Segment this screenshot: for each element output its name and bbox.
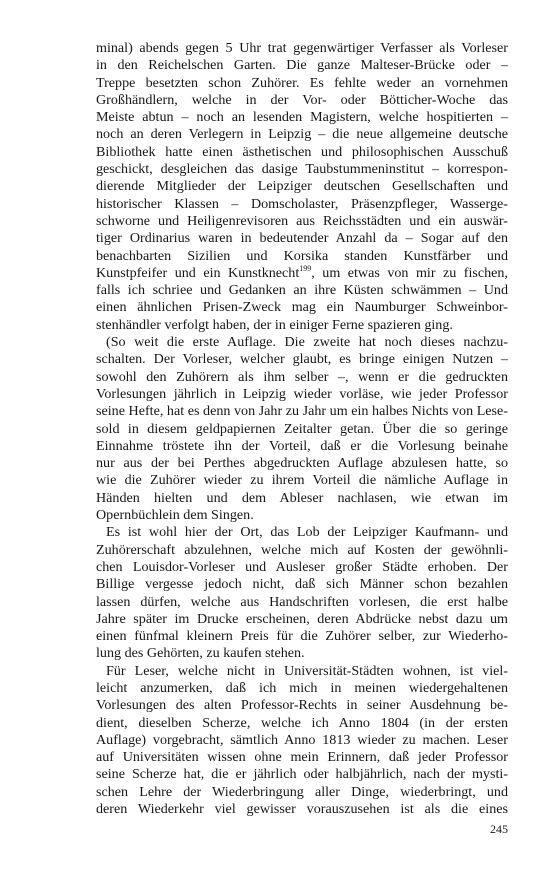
text-line: Jahre später im Drucke erscheinen, deren Abdrücke nebst dazu um bbox=[96, 610, 508, 627]
text-line: sold in diesem geldpapiernen Zeitalter getan. Über die so geringe bbox=[96, 420, 508, 437]
text-line: einen fünfmal kleinern Preis für die Zuhörer selber, zur Wiederho- bbox=[96, 628, 508, 645]
text-line: tiger Ordinarius waren in bedeutender Anzahl da – Sogar auf den bbox=[96, 230, 508, 247]
text-line: Auflage) vorgebracht, sämtlich Anno 1813 wieder zu machen. Leser bbox=[96, 731, 508, 748]
text-line: Zuhörerschaft abzulehnen, welche mich auf Kosten der gewöhnli- bbox=[96, 541, 508, 558]
paragraph-first-line: Es ist wohl hier der Ort, das Lob der Leipziger Kaufmann- und bbox=[106, 524, 508, 541]
text-line: chen Louisdor-Vorleser und Ausleser großer Städte erhoben. Der bbox=[96, 558, 508, 575]
text-line: historischer Klassen – Domscholaster, Präsenzpfleger, Wasserge- bbox=[96, 195, 508, 212]
text-line: in den Reichelschen Garten. Die ganze Malteser-Brücke oder – bbox=[96, 57, 508, 74]
text-line: stenhändler verfolgt haben, der in einiger Ferne spazieren ging. bbox=[96, 316, 453, 333]
text-line: Bibliothek hatte einen ästhetischen und philosophischen Ausschuß bbox=[96, 143, 508, 160]
text-line: wie die Zuhörer wieder zu ihrem Vorteil die nämliche Auflage in bbox=[96, 472, 508, 489]
text-line: Einnahme tröstete ihn der Vorteil, daß er die Vorlesung beinahe bbox=[96, 437, 508, 454]
text-line: seine Hefte, hat es denn von Jahr zu Jahr um ein halbes Nichts von Lese- bbox=[96, 403, 508, 420]
text-line: minal) abends gegen 5 Uhr trat gegenwärtiger Verfasser als Vorleser bbox=[96, 40, 508, 56]
text-segment: , um etwas von mir zu fischen, bbox=[311, 264, 508, 281]
text-line: lung des Gehörten, zu kaufen stehen. bbox=[96, 645, 305, 662]
paragraph-first-line: Für Leser, welche nicht in Universität-Städten wohnen, ist viel- bbox=[106, 662, 508, 679]
text-line: Vorlesungen jährlich in Leipzig wieder vorläse, wie jeder Professor bbox=[96, 385, 508, 402]
text-line: falls ich schriee und Gedanken an ihre Küsten schwämmen – Und bbox=[96, 282, 508, 299]
text-line: Vorlesungen des alten Professor-Rechts in seiner Ausdehnung be- bbox=[96, 697, 508, 714]
text-line: benachbarten Sizilien und Korsika standen Kunstfärber und bbox=[96, 247, 508, 264]
text-line: schen Lehre der Wiederbringung aller Dinge, wiederbringt, und bbox=[96, 783, 508, 800]
text-line: noch an deren Verlegern in Leipzig – die neue allgemeine deutsche bbox=[96, 126, 508, 143]
text-line: Billige vergesse jedoch nicht, daß sich Männer schon bezahlen bbox=[96, 576, 508, 593]
text-line: lassen dürfen, welche aus Handschriften vorlesen, die erst halbe bbox=[96, 593, 508, 610]
body-text bbox=[96, 40, 508, 818]
text-line: Großhändlern, welche in der Vor- oder Bötticher-Woche das bbox=[96, 91, 508, 108]
text-line: dierende Mitglieder der Leipziger deutschen Gesellschaften und bbox=[96, 178, 508, 195]
page-number: 245 bbox=[490, 822, 508, 836]
text-line: leicht anzumerken, daß ich mich in meinen wiedergehaltenen bbox=[96, 679, 508, 696]
text-segment: Kunstpfeifer und ein Kunstknecht bbox=[96, 264, 300, 281]
text-line: dient, dieselben Scherze, welche ich Anno 1804 (in der ersten bbox=[96, 714, 508, 731]
text-line bbox=[96, 265, 508, 282]
text-line: deren Wiederkehr viel gewisser vorauszusehen ist als die eines bbox=[96, 801, 508, 818]
text-line: auf Universitäten wissen ohne mein Erinnern, daß jeder Professor bbox=[96, 749, 508, 766]
text-line: Händen hielten und dem Ableser nachlasen, wie etwan im bbox=[96, 489, 508, 506]
paragraph-first-line: (So weit die erste Auflage. Die zweite hat noch dieses nachzu- bbox=[106, 334, 508, 351]
text-line: Opernbüchlein dem Singen. bbox=[96, 507, 254, 524]
text-line: nur aus der bei Perthes abgedruckten Auflage abzulesen hatte, so bbox=[96, 455, 508, 472]
text-line: schworne und Heiligenrevisoren aus Reichsstädten und ein auswär- bbox=[96, 212, 508, 229]
text-line: einen ähnlichen Prisen-Zweck mag ein Naumburger Schweinbor- bbox=[96, 299, 508, 316]
text-line: Treppe besetzten schon Zuhörer. Es fehlte weder an vornehmen bbox=[96, 74, 508, 91]
text-line: seine Scherze hat, die er jährlich oder halbjährlich, nach der mysti- bbox=[96, 766, 508, 783]
text-line: schalten. Der Vorleser, welcher glaubt, es bringe einigen Nutzen – bbox=[96, 351, 508, 368]
footnote-marker: 199 bbox=[299, 263, 312, 273]
text-line: geschickt, desgleichen das dasige Taubstummeninstitut – korrespon- bbox=[96, 161, 508, 178]
text-line: Meiste abtun – noch an lesenden Magistern, welche hospitierten – bbox=[96, 109, 508, 126]
text-line: sowohl den Zuhörern als ihm selber –, wenn er die gedruckten bbox=[96, 368, 508, 385]
